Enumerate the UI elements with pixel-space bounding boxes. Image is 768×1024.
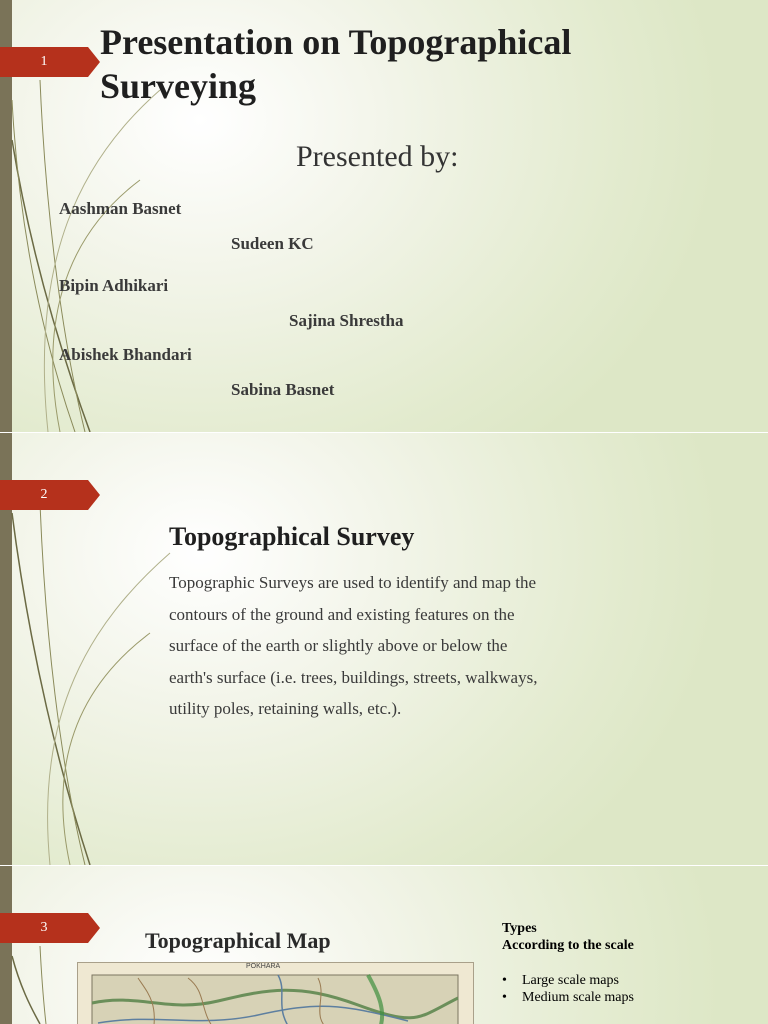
presented-by-label: Presented by:: [296, 140, 459, 173]
slide-2[interactable]: [0, 433, 768, 865]
topographic-map-image: [77, 962, 474, 1024]
list-item: • Medium scale maps: [502, 990, 634, 1005]
presenter-name: Aashman Basnet: [59, 199, 182, 218]
types-label: Types: [502, 921, 537, 936]
slide-number-badge: [0, 480, 100, 510]
slide-number: 2: [40, 487, 48, 502]
slide-1[interactable]: [0, 0, 768, 432]
map-label: POKHARA: [246, 963, 281, 970]
slide-title: Presentation on Topographical Surveying: [100, 22, 572, 106]
slide-number: 3: [40, 920, 48, 935]
list-item: • Large scale maps: [502, 973, 619, 988]
presenter-name: Sajina Shrestha: [289, 311, 404, 330]
slide-heading: Topographical Map: [145, 928, 331, 953]
types-subtitle: According to the scale: [502, 938, 634, 953]
presenter-name: Sabina Basnet: [231, 380, 335, 399]
slide-left-bar: [0, 866, 12, 1024]
types-bullet-list: [502, 972, 662, 1006]
presenter-name: Sudeen KC: [231, 234, 314, 253]
slide-number: 1: [40, 54, 48, 69]
slide-body-text: Topographic Surveys are used to identify and map the contours of the ground and existing features on the surface of the earth or slightly above or below the earth's surface (i.e. trees, buildings, streets, walkways, utility poles, retaining walls, etc.).: [169, 573, 538, 718]
slide-heading: Topographical Survey: [169, 522, 415, 551]
presenter-name: Bipin Adhikari: [59, 276, 169, 295]
presenter-name: Abishek Bhandari: [59, 345, 192, 364]
slide-3[interactable]: [0, 866, 768, 1024]
slide-number-badge: [0, 913, 100, 943]
slide-number-badge: [0, 47, 100, 77]
types-heading: [502, 920, 634, 954]
